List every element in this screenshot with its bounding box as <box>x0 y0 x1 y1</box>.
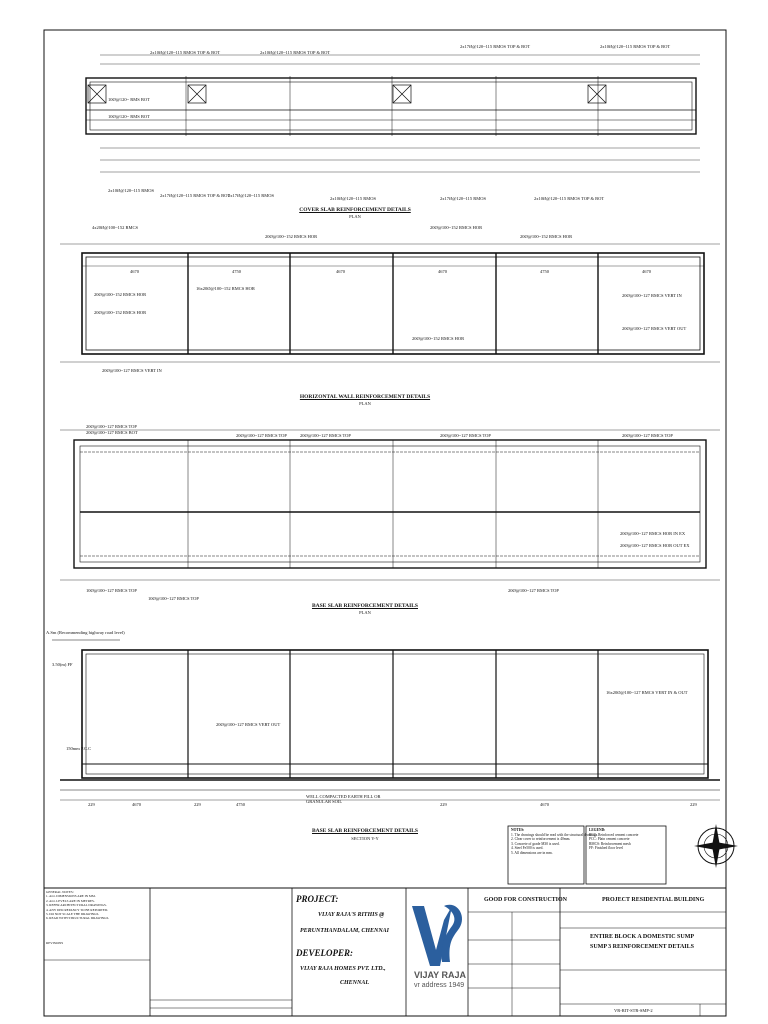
notes-box-content: NOTES: 1. The drawings should be read with the structural drawings. 2. Clear cover to reinforcement is 40mm. 3. Concrete of grade M30 is used. 4. Steel Fe500 is used. 5. All dimensions are in mm. <box>511 828 599 855</box>
section-vert-in: 16x20Ø@100~127 RMCS VERT IN & OUT <box>606 690 688 695</box>
wall-label: 20Ø@100~152 RMCS HOR <box>412 336 465 341</box>
wall-dim: 4670 <box>642 269 651 274</box>
cover-slab-title: COVER SLAB REINFORCEMENT DETAILS <box>299 207 411 213</box>
wall-dim: 4750 <box>540 269 549 274</box>
wall-label: 20Ø@100~127 RMCS VERT IN <box>102 368 162 373</box>
project-place: PERUNTHANDALAM, CHENNAI <box>300 928 390 934</box>
wall-label: 20Ø@100~152 RMCS HOR <box>430 225 483 230</box>
logo-tagline: vr address 1949 <box>414 982 465 989</box>
horizontal-wall-drawing <box>60 244 720 362</box>
north-arrow-icon <box>694 824 738 868</box>
cover-label: 10Ø@120~ RMS BOT <box>108 114 150 119</box>
wall-label: 20Ø@100~127 RMCS VERT IN <box>622 293 682 298</box>
wall-label: 4x20Ø@100~152 RMCS <box>92 225 138 230</box>
base-label: 10Ø@100~127 RMCS TOP <box>148 596 199 601</box>
cover-label: 2x10Ø@120~115 RMOS TOP & BOT <box>260 50 331 55</box>
developer-label: DEVELOPER: <box>296 948 354 958</box>
section-pcc: 150mm P.C.C <box>66 746 92 751</box>
wall-label: 20Ø@100~152 RMCS HOR <box>94 292 147 297</box>
cover-label: 2x10Ø@120~115 RMOS TOP & BOT <box>600 44 671 49</box>
cover-label: 2x10Ø@120~115 RMOS <box>108 188 155 193</box>
legend-box-content: LEGEND: RCC: Reinforced cement concrete PCC: Plain cement concrete RMCS: Reinforcement mesh FF: Finished floor level <box>589 828 639 851</box>
section-level: 3.50(m) FF <box>52 662 73 667</box>
cover-slab-subtitle: PLAN <box>349 214 361 219</box>
base-slab-plan-subtitle: PLAN <box>359 610 371 615</box>
base-slab-plan-drawing <box>60 430 720 580</box>
wall-label: 20Ø@100~127 RMCS VERT OUT <box>622 326 687 331</box>
section-top-note: A.Sm (Recommending highway road level) <box>46 630 125 635</box>
cover-label: 2x17Ø@120~115 RMOS <box>228 193 275 198</box>
section-dim: 4670 <box>540 802 549 807</box>
base-label: 20Ø@100~127 RMCS TOP <box>300 433 351 438</box>
vijay-raja-logo <box>412 905 462 966</box>
base-label: 20Ø@100~127 RMCS TOP <box>236 433 287 438</box>
cover-label: 2x17Ø@120~115 RMOS TOP & BOT <box>460 44 531 49</box>
wall-dim: 4670 <box>336 269 345 274</box>
cover-label: 2x10Ø@120~115 RMOS TOP & BOT <box>534 196 605 201</box>
wall-label: 16x20Ø@100~152 RMCS HOR <box>196 286 255 291</box>
horizontal-wall-title: HORIZONTAL WALL REINFORCEMENT DETAILS <box>299 394 431 400</box>
title-block <box>44 888 726 1016</box>
base-label: 20Ø@100~127 RMCS HOR OUT EX <box>620 543 690 548</box>
section-dim: 229 <box>88 802 95 807</box>
section-dim: 4750 <box>236 802 245 807</box>
base-slab-section-title: BASE SLAB REINFORCEMENT DETAILS <box>311 828 418 834</box>
good-for-construction: GOOD FOR CONSTRUCTION <box>484 897 568 903</box>
base-label: 20Ø@100~127 RMCS BOT <box>86 430 138 435</box>
drawing-number: VR-RIT-STR-SMP-2 <box>614 1008 653 1013</box>
section-dim: 229 <box>194 802 201 807</box>
section-dim: 229 <box>690 802 697 807</box>
drawing-title-2: SUMP 3 REINFORCEMENT DETAILS <box>590 944 694 950</box>
wall-label: 20Ø@100~152 RMCS HOR <box>520 234 573 239</box>
section-dim: 4670 <box>132 802 141 807</box>
base-label: 20Ø@100~127 RMCS TOP <box>622 433 673 438</box>
base-slab-plan-title: BASE SLAB REINFORCEMENT DETAILS <box>311 603 418 609</box>
general-notes: GENERAL NOTES: 1. ALL DIMENSIONS ARE IN MM. 2. ALL LEVELS ARE IN METRES. 3. REFER ARCHITECTURAL DRAWINGS. 4. ANY DISCREPANCY TO BE REPORTED. 5. DO NOT SCALE THE DRAWINGS. 6. READ WITH STRUCTURAL DRAWINGS. REVISIONS <box>46 890 110 945</box>
cover-label: 10Ø@120~ RMS BOT <box>108 97 150 102</box>
project-name: VIJAY RAJA'S RITHIS @ <box>318 912 385 918</box>
wall-dim: 4670 <box>438 269 447 274</box>
cover-label: 2x10Ø@120~115 RMOS TOP & BOT <box>150 50 221 55</box>
horizontal-wall-subtitle: PLAN <box>359 401 371 406</box>
cover-label: 2x17Ø@120~115 RMOS TOP & BOT <box>160 193 231 198</box>
cover-label: 2x17Ø@120~115 RMOS <box>440 196 487 201</box>
base-label: 20Ø@100~127 RMCS TOP <box>86 424 137 429</box>
section-vert-out: 20Ø@100~127 RMCS VERT OUT <box>216 722 281 727</box>
logo-text: VIJAY RAJA <box>414 970 467 980</box>
base-label: 20Ø@100~127 RMCS TOP <box>508 588 559 593</box>
cover-slab-drawing <box>86 55 700 172</box>
project-label: PROJECT: <box>296 894 339 904</box>
base-slab-section-drawing <box>52 640 720 800</box>
project-type: PROJECT RESIDENTIAL BUILDING <box>602 897 705 903</box>
drawing-title-1: ENTIRE BLOCK A DOMESTIC SUMP <box>590 934 695 940</box>
section-dim: 229 <box>440 802 447 807</box>
base-label: 10Ø@100~127 RMCS TOP <box>86 588 137 593</box>
developer-name: VIJAY RAJA HOMES PVT. LTD., <box>300 966 386 972</box>
developer-city: CHENNAI. <box>340 980 370 986</box>
base-slab-section-subtitle: SECTION Y-Y <box>351 836 379 841</box>
base-label: 20Ø@100~127 RMCS TOP <box>440 433 491 438</box>
wall-dim: 4750 <box>232 269 241 274</box>
wall-label: 20Ø@100~152 RMCS HOR <box>94 310 147 315</box>
cover-label: 2x10Ø@120~115 RMOS <box>330 196 377 201</box>
section-fill: WELL COMPACTED EARTH FILL OR GRANULAR SOIL <box>306 794 381 804</box>
wall-dim: 4670 <box>130 269 139 274</box>
wall-label: 20Ø@100~152 RMCS HOR <box>265 234 318 239</box>
base-label: 20Ø@100~127 RMCS HOR IN EX <box>620 531 686 536</box>
